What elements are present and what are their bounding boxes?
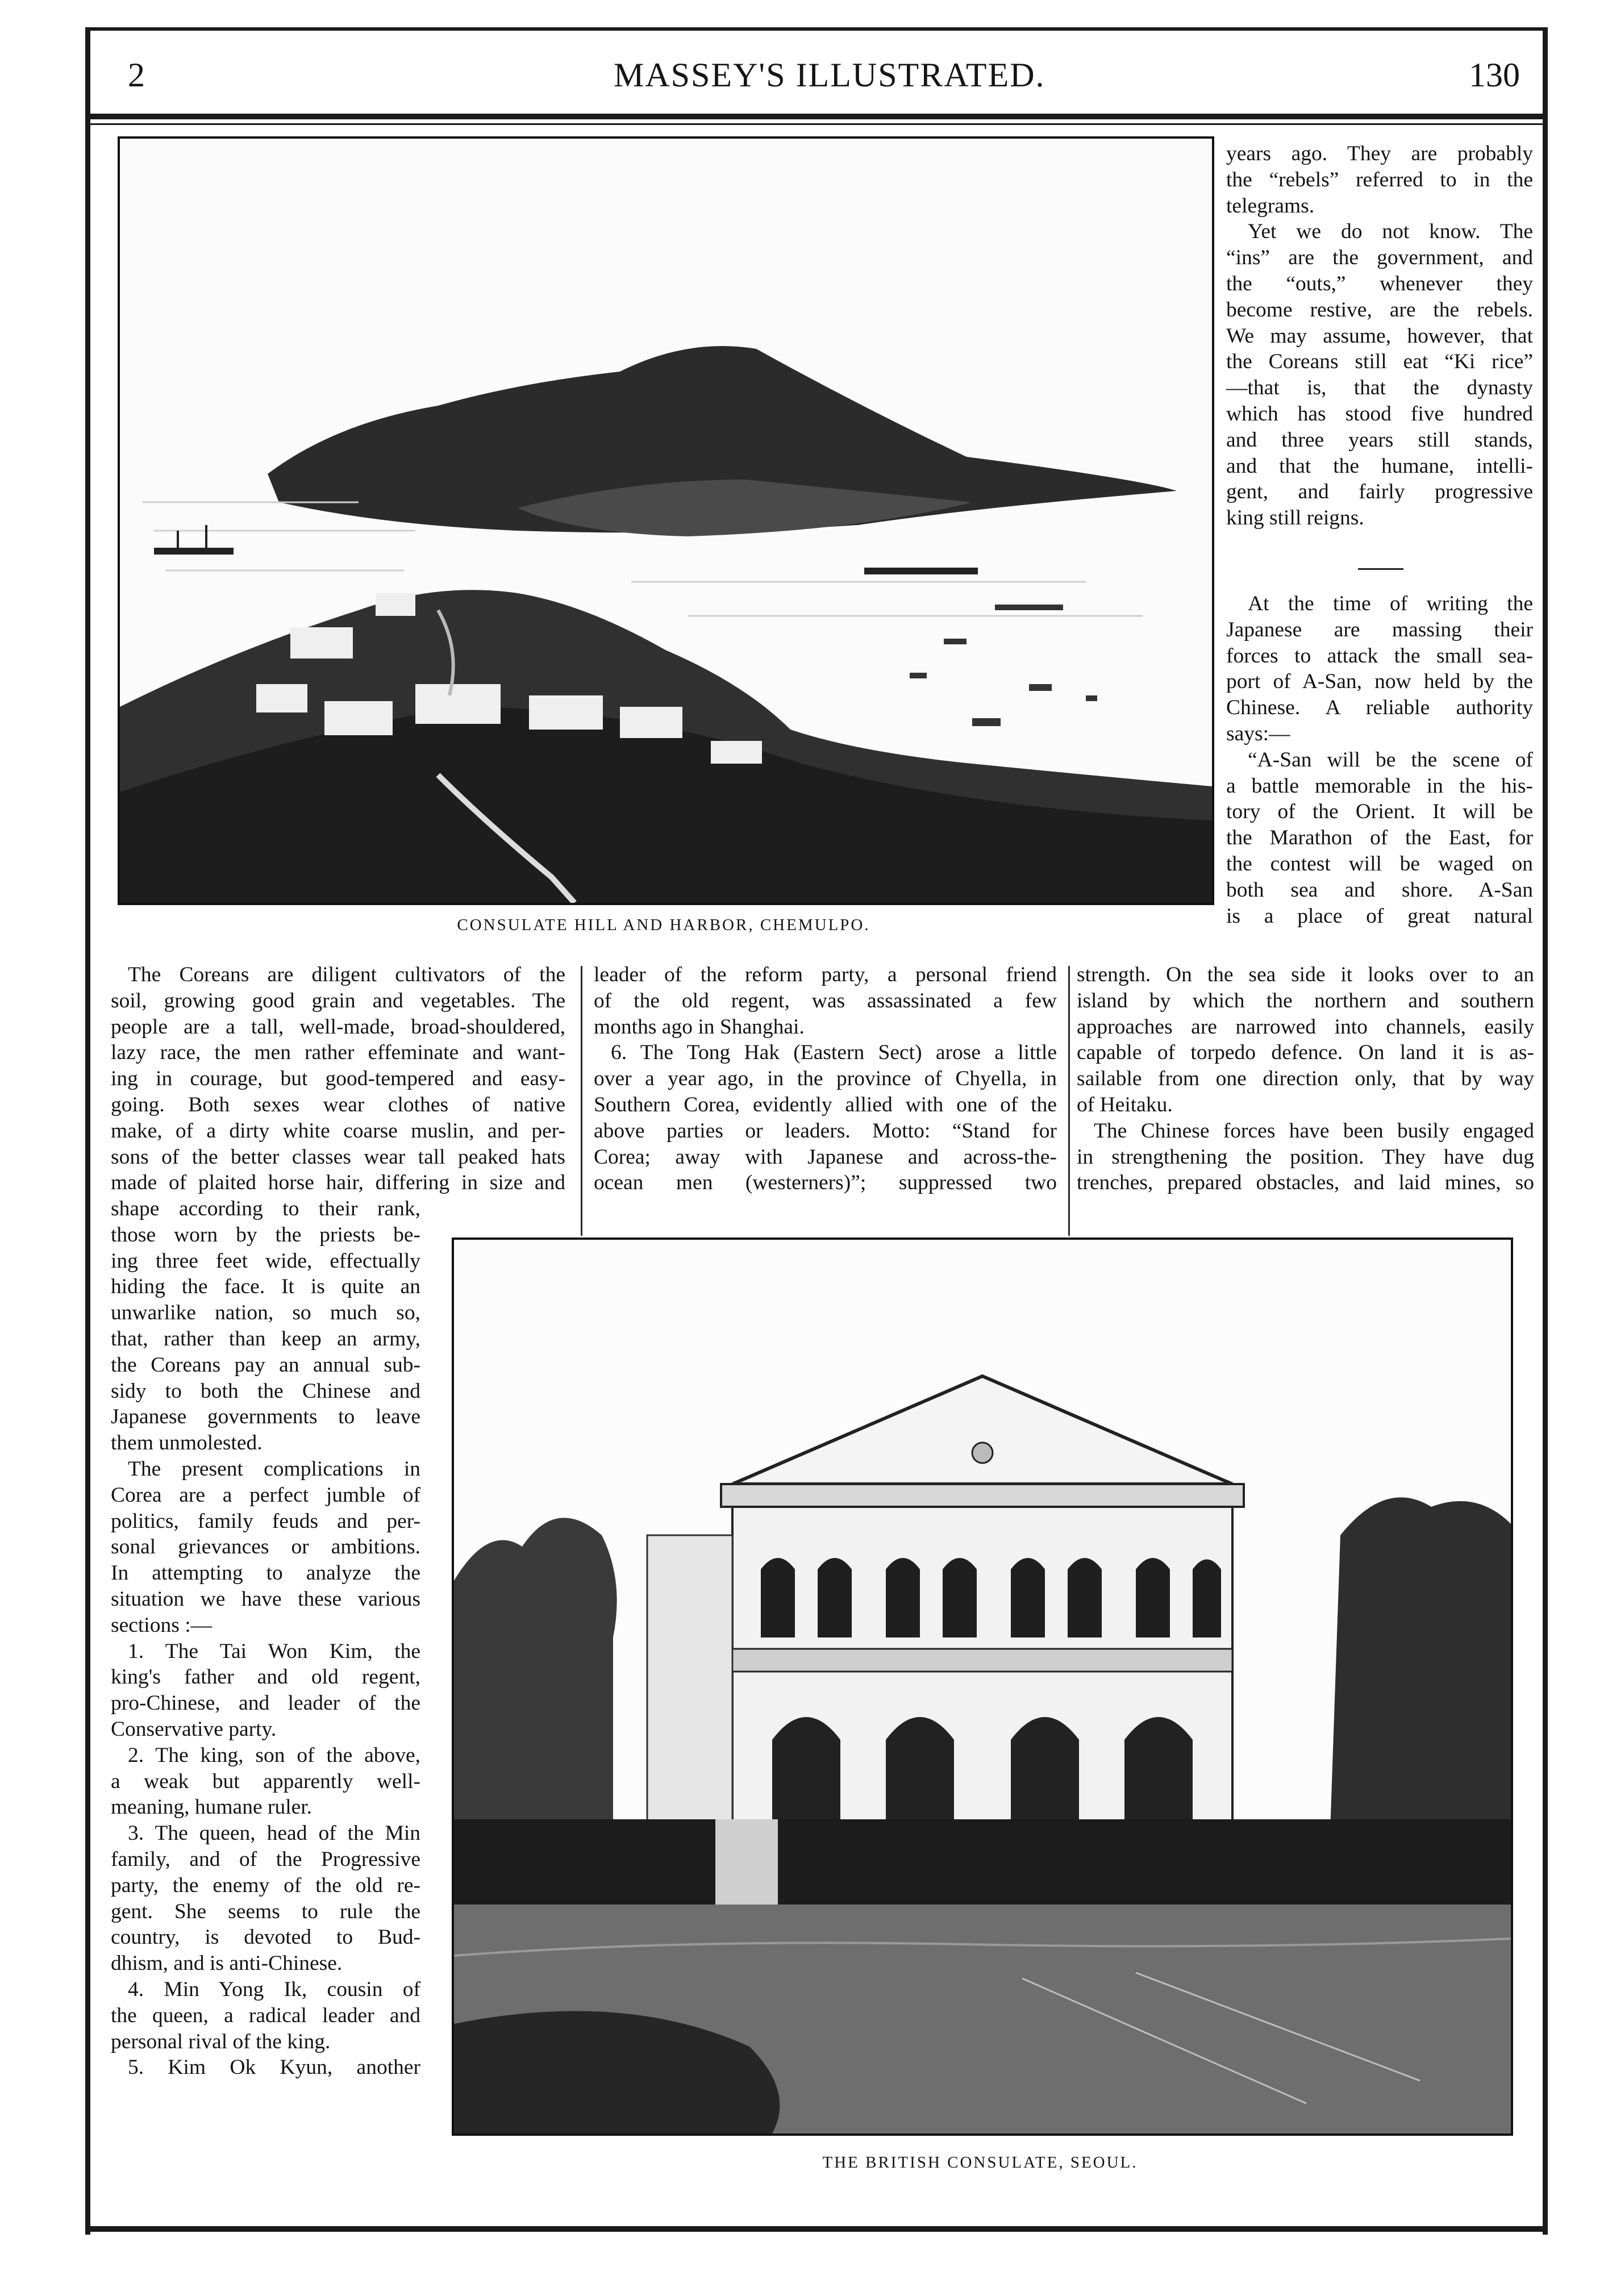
text-line: the contest will be waged on xyxy=(1226,852,1533,876)
text-line: telegrams. xyxy=(1226,194,1315,218)
text-line: leader of the reform party, a personal friend xyxy=(594,963,1057,986)
text-line: a weak but apparently well- xyxy=(111,1769,420,1793)
column-1-narrow-text xyxy=(111,1196,420,2081)
text-line: Yet we do not know. The xyxy=(1248,220,1533,244)
text-line: pro-Chinese, and leader of the xyxy=(111,1691,420,1715)
text-line: in strengthening the position. They have dug xyxy=(1077,1145,1534,1169)
text-line: 3. The queen, head of the Min xyxy=(128,1822,420,1845)
text-line: strength. On the sea side it looks over to an xyxy=(1077,963,1534,986)
text-line: Japanese are massing their xyxy=(1226,618,1533,641)
text-line: king's father and old regent, xyxy=(111,1665,420,1689)
text-line: lazy race, the men rather effeminate and want- xyxy=(111,1041,565,1065)
text-line: which has stood five hundred xyxy=(1226,402,1533,426)
header-rule xyxy=(85,114,1548,119)
text-line: them unmolested. xyxy=(111,1431,263,1455)
text-line: 2. The king, son of the above, xyxy=(128,1743,420,1767)
harbor-illustration xyxy=(120,139,1212,903)
text-line: the Marathon of the East, for xyxy=(1226,826,1533,850)
right-column-mid-text xyxy=(1226,591,1533,929)
text-line: 5. Kim Ok Kyun, another xyxy=(128,2056,420,2080)
text-line: island by which the northern and southern xyxy=(1077,989,1534,1012)
text-line: The Coreans are diligent cultivators of the xyxy=(128,963,565,986)
text-line: sailable from one direction only, that by way xyxy=(1077,1067,1534,1091)
chemulpo-caption: CONSULATE HILL AND HARBOR, CHEMULPO. xyxy=(457,916,870,934)
chemulpo-harbor-photo xyxy=(118,136,1214,905)
text-line: party, the enemy of the old re- xyxy=(111,1873,420,1897)
column-rule-2 xyxy=(1068,966,1070,1236)
text-line: that, rather than keep an army, xyxy=(111,1327,420,1351)
text-line: —that is, that the dynasty xyxy=(1226,376,1533,400)
text-line: “ins” are the government, and xyxy=(1226,246,1533,270)
text-line: personal rival of the king. xyxy=(111,2030,331,2053)
text-line: gent. She seems to rule the xyxy=(111,1899,420,1923)
text-line: 1. The Tai Won Kim, the xyxy=(128,1639,420,1663)
text-line: 4. Min Yong Ik, cousin of xyxy=(128,1977,420,2001)
text-line: sidy to both the Chinese and xyxy=(111,1379,420,1403)
text-line: country, is devoted to Bud- xyxy=(111,1926,420,1949)
column-3-text xyxy=(1077,962,1534,1196)
text-line: a battle memorable in the his- xyxy=(1226,774,1533,798)
text-line: king still reigns. xyxy=(1226,506,1364,530)
text-line: capable of torpedo defence. On land it is as- xyxy=(1077,1041,1534,1065)
text-line: sonal grievances or ambitions. xyxy=(111,1535,420,1559)
text-line: sections :— xyxy=(111,1613,213,1637)
text-line: tory of the Orient. It will be xyxy=(1226,800,1533,824)
text-line: unwarlike nation, so much so, xyxy=(111,1301,420,1325)
column-2-text xyxy=(594,962,1057,1196)
text-line: approaches are narrowed into channels, easily xyxy=(1077,1015,1534,1039)
text-line: the Coreans still eat “Ki rice” xyxy=(1226,350,1533,374)
text-line: ing three feet wide, effectually xyxy=(111,1249,420,1273)
text-line: made of plaited horse hair, differing in size and xyxy=(111,1171,565,1195)
text-line: The Chinese forces have been busily engaged xyxy=(1094,1119,1534,1143)
text-line: Corea; away with Japanese and across-the- xyxy=(594,1145,1057,1169)
text-line: and three years still stands, xyxy=(1226,428,1533,452)
page-frame-top-rule xyxy=(85,27,1548,31)
column-rule-1 xyxy=(581,966,582,1236)
text-line: both sea and shore. A-San xyxy=(1226,878,1533,902)
text-line: says:— xyxy=(1226,722,1290,745)
seoul-caption: THE BRITISH CONSULATE, SEOUL. xyxy=(822,2153,1138,2172)
text-line: The present complications in xyxy=(128,1457,420,1481)
text-line: dhism, and is anti-Chinese. xyxy=(111,1952,343,1976)
text-line: those worn by the priests be- xyxy=(111,1223,420,1247)
text-line: people are a tall, well-made, broad-shouldered, xyxy=(111,1015,565,1039)
consulate-illustration xyxy=(454,1240,1511,2134)
text-line: family, and of the Progressive xyxy=(111,1847,420,1871)
text-line: Japanese governments to leave xyxy=(111,1405,420,1429)
text-line: ing in courage, but good-tempered and easy- xyxy=(111,1067,565,1091)
text-line: trenches, prepared obstacles, and laid mines, so xyxy=(1077,1171,1534,1195)
text-line: Corea are a perfect jumble of xyxy=(111,1483,420,1507)
right-column-top-text xyxy=(1226,141,1533,531)
text-line: Conservative party. xyxy=(111,1717,277,1741)
text-line: We may assume, however, that xyxy=(1226,324,1533,348)
text-line: the “rebels” referred to in the xyxy=(1226,168,1533,191)
text-line: and that the humane, intelli- xyxy=(1226,454,1533,478)
text-line: is a place of great natural xyxy=(1226,904,1533,928)
text-line: months ago in Shanghai. xyxy=(594,1015,805,1039)
text-line: soil, growing good grain and vegetables. The xyxy=(111,989,565,1012)
text-line: “A-San will be the scene of xyxy=(1248,748,1533,772)
text-line: gent, and fairly progressive xyxy=(1226,480,1533,504)
text-line: At the time of writing the xyxy=(1248,592,1533,615)
text-line: Southern Corea, evidently allied with one of the xyxy=(594,1093,1057,1116)
text-line: hiding the face. It is quite an xyxy=(111,1275,420,1299)
header-rule-thin xyxy=(85,123,1548,125)
text-line: above parties or leaders. Motto: “Stand for xyxy=(594,1119,1057,1143)
publication-title: MASSEY'S ILLUSTRATED. xyxy=(614,56,1045,94)
page-frame-right-rule xyxy=(1543,27,1548,2235)
text-line: situation we have these various xyxy=(111,1587,420,1611)
page-frame-left-rule xyxy=(85,27,90,2235)
section-separator xyxy=(1358,568,1403,570)
text-line: Chinese. A reliable authority xyxy=(1226,696,1533,720)
text-line: make, of a dirty white coarse muslin, and per- xyxy=(111,1119,565,1143)
text-line: become restive, are the rebels. xyxy=(1226,298,1533,322)
text-line: ocean men (westerners)”; suppressed two xyxy=(594,1171,1057,1195)
text-line: of the old regent, was assassinated a few xyxy=(594,989,1057,1012)
text-line: going. Both sexes wear clothes of native xyxy=(111,1093,565,1116)
text-line: shape according to their rank, xyxy=(111,1197,420,1220)
text-line: the Coreans pay an annual sub- xyxy=(111,1353,420,1377)
text-line: meaning, humane ruler. xyxy=(111,1795,313,1819)
page-number-right: 130 xyxy=(1469,56,1520,94)
text-line: In attempting to analyze the xyxy=(111,1561,420,1585)
text-line: years ago. They are probably xyxy=(1226,142,1533,165)
text-line: sons of the better classes wear tall peaked hats xyxy=(111,1145,565,1169)
text-line: 6. The Tong Hak (Eastern Sect) arose a little xyxy=(611,1041,1057,1065)
text-line: of Heitaku. xyxy=(1077,1093,1173,1116)
text-line: the queen, a radical leader and xyxy=(111,2003,420,2027)
page-number-left: 2 xyxy=(128,56,145,94)
column-1-top-text xyxy=(111,962,565,1196)
text-line: politics, family feuds and per- xyxy=(111,1509,420,1533)
text-line: forces to attack the small sea- xyxy=(1226,644,1533,668)
page-bottom-rule xyxy=(85,2226,1548,2232)
text-line: over a year ago, in the province of Chyella, in xyxy=(594,1067,1057,1091)
british-consulate-photo xyxy=(452,1237,1513,2136)
text-line: the “outs,” whenever they xyxy=(1226,272,1533,295)
text-line: port of A-San, now held by the xyxy=(1226,670,1533,694)
